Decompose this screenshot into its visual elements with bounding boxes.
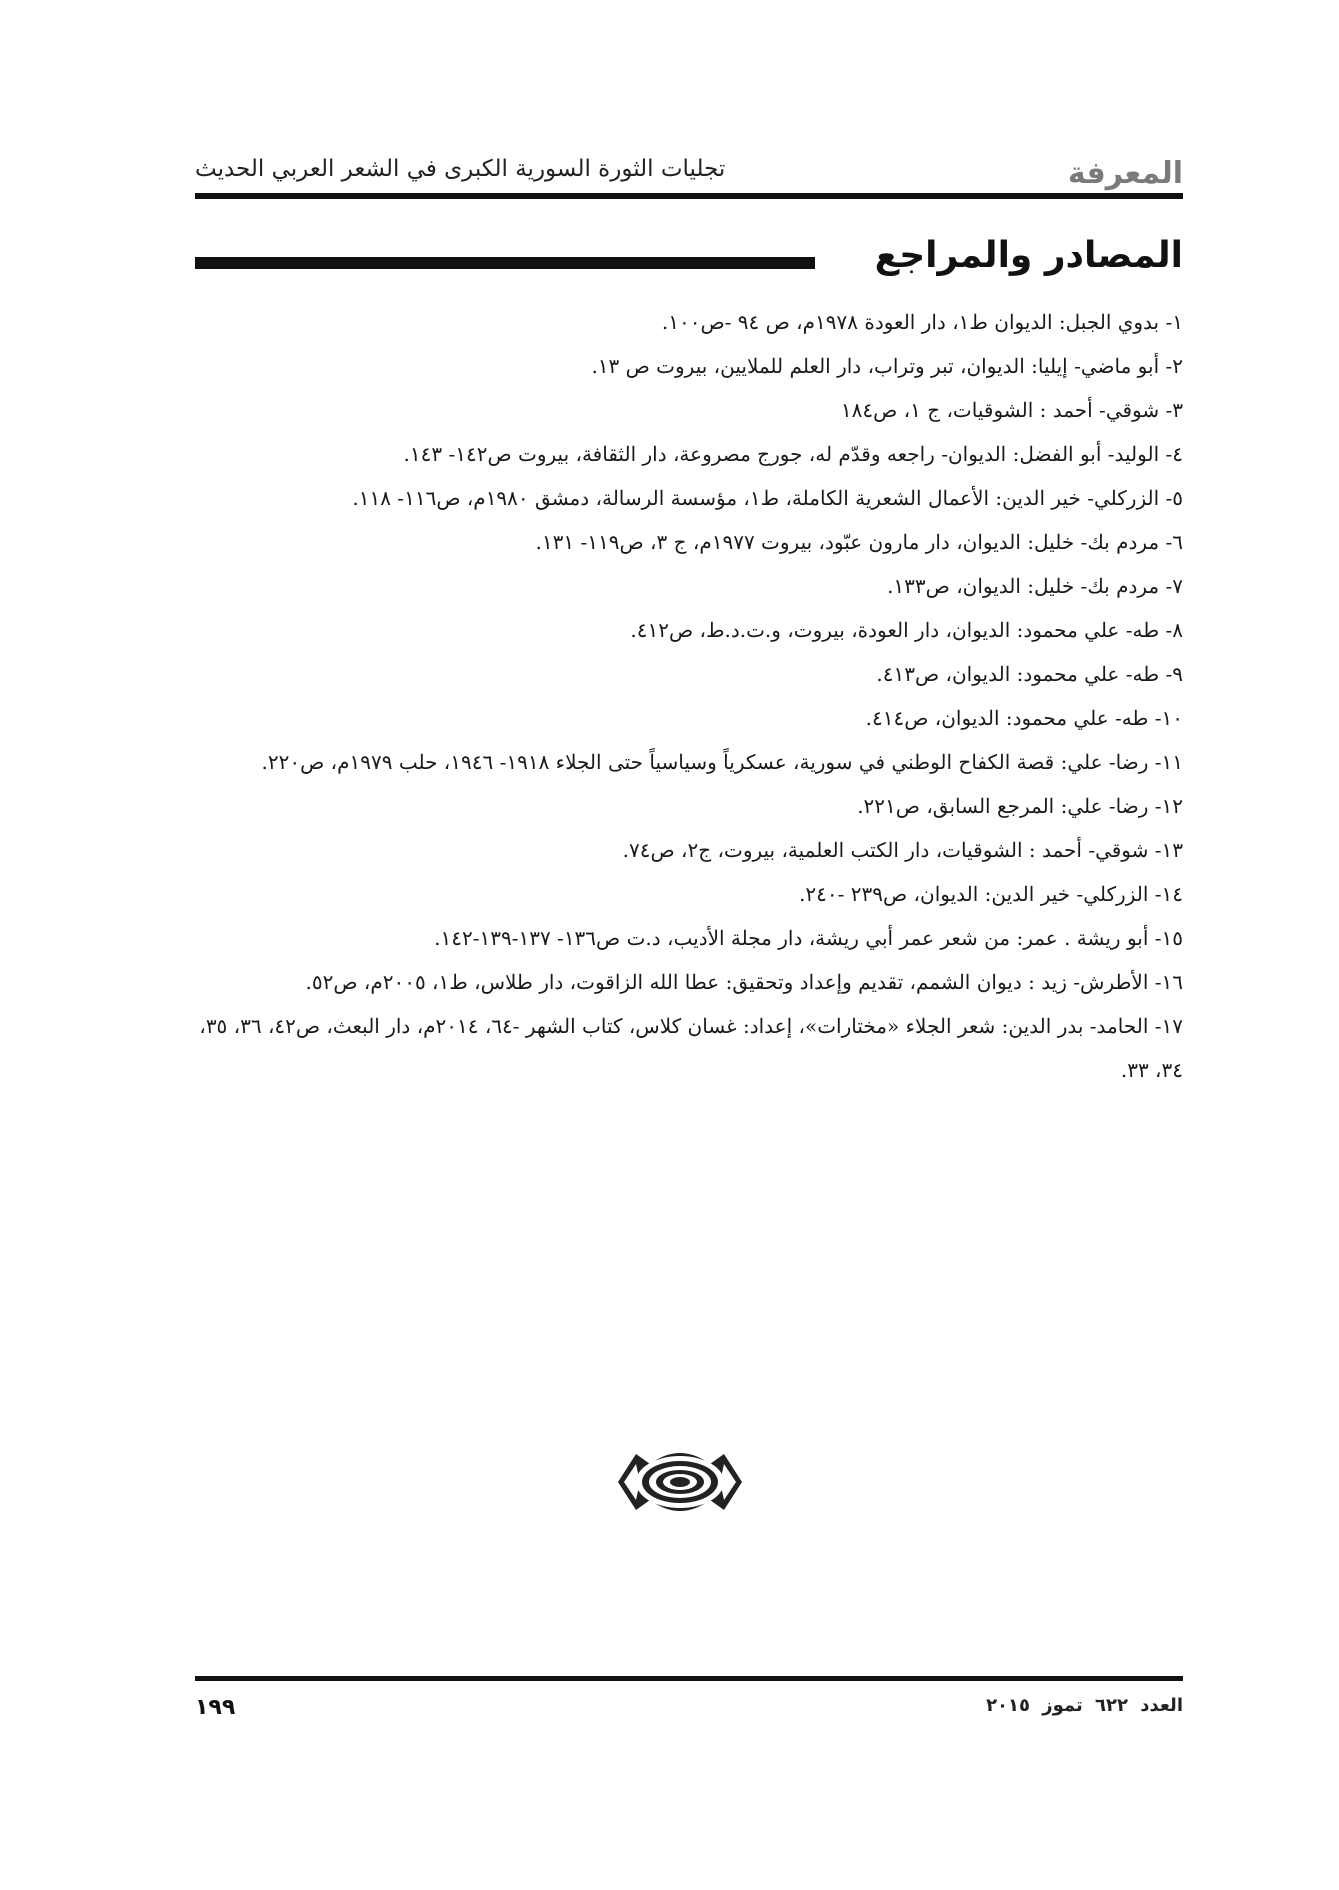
reference-item: ١٢- رضا- علي: المرجع السابق، ص٢٢١. xyxy=(857,794,1183,818)
reference-item: ٦- مردم بك- خليل: الديوان، دار مارون عبّود، بيروت ١٩٧٧م، ج ٣، ص١١٩- ١٣١. xyxy=(535,530,1183,554)
journal-logo: المعرفة xyxy=(1067,156,1183,191)
reference-item: ١٦- الأطرش- زيد : ديوان الشمم، تقديم وإعداد وتحقيق: عطا الله الزاقوت، دار طلاس، ط١، ٢٠٠٥م، ص٥٢. xyxy=(305,970,1183,994)
reference-item: ٥- الزركلي- خير الدين: الأعمال الشعرية الكاملة، ط١، مؤسسة الرسالة، دمشق ١٩٨٠م، ص١١٦- ١١٨. xyxy=(352,486,1183,510)
issue-info: العدد ٦٢٢ تموز ٢٠١٥ xyxy=(986,1695,1183,1716)
reference-item: ١٠- طه- علي محمود: الديوان، ص٤١٤. xyxy=(865,706,1183,730)
page-number: ١٩٩ xyxy=(195,1695,236,1720)
reference-item: ١٧- الحامد- بدر الدين: شعر الجلاء «مختارات»، إعداد: غسان كلاس، كتاب الشهر -٦٤، ٢٠١٤م، دار البعث، ص٤٢، ٣٦، ٣٥، ٣٤، ٣٣. xyxy=(199,1014,1183,1082)
reference-item: ٤- الوليد- أبو الفضل: الديوان- راجعه وقدّم له، جورج مصروعة، دار الثقافة، بيروت ص١٤٢- ١٤٣. xyxy=(403,442,1183,466)
running-title: تجليات الثورة السورية الكبرى في الشعر العربي الحديث xyxy=(195,156,726,182)
reference-item: ٩- طه- علي محمود: الديوان، ص٤١٣. xyxy=(876,662,1183,686)
reference-item: ٧- مردم بك- خليل: الديوان، ص١٣٣. xyxy=(887,574,1183,598)
reference-item: ١١- رضا- علي: قصة الكفاح الوطني في سورية، عسكرياً وسياسياً حتى الجلاء ١٩١٨- ١٩٤٦، حلب ١٩٧٩م، ص٢٢٠. xyxy=(261,750,1183,774)
section-title: المصادر والمراجع xyxy=(874,235,1183,276)
section-title-bar xyxy=(195,257,815,269)
reference-item: ٢- أبو ماضي- إيليا: الديوان، تبر وتراب، دار العلم للملايين، بيروت ص ١٣. xyxy=(591,354,1183,378)
header-divider xyxy=(195,193,1183,199)
page-footer xyxy=(195,1695,1183,1731)
section-heading xyxy=(195,235,1183,295)
ornament-icon xyxy=(610,1440,750,1524)
footer-divider xyxy=(195,1676,1183,1681)
reference-item: ٣- شوقي- أحمد : الشوقيات، ج ١، ص١٨٤ xyxy=(840,398,1183,422)
reference-item: ١٣- شوقي- أحمد : الشوقيات، دار الكتب العلمية، بيروت، ج٢، ص٧٤. xyxy=(622,838,1183,862)
reference-item: ١٤- الزركلي- خير الدين: الديوان، ص٢٣٩ -٢٤٠. xyxy=(799,882,1183,906)
references-list xyxy=(195,300,1183,1092)
reference-item: ١٥- أبو ريشة . عمر: من شعر عمر أبي ريشة، دار مجلة الأديب، د.ت ص١٣٦- ١٣٧-١٣٩-١٤٢. xyxy=(434,926,1183,950)
reference-item: ٨- طه- علي محمود: الديوان، دار العودة، بيروت، و.ت.د.ط، ص٤١٢. xyxy=(630,618,1183,642)
reference-item: ١- بدوي الجبل: الديوان ط١، دار العودة ١٩٧٨م، ص ٩٤ -ص١٠٠. xyxy=(661,310,1183,334)
